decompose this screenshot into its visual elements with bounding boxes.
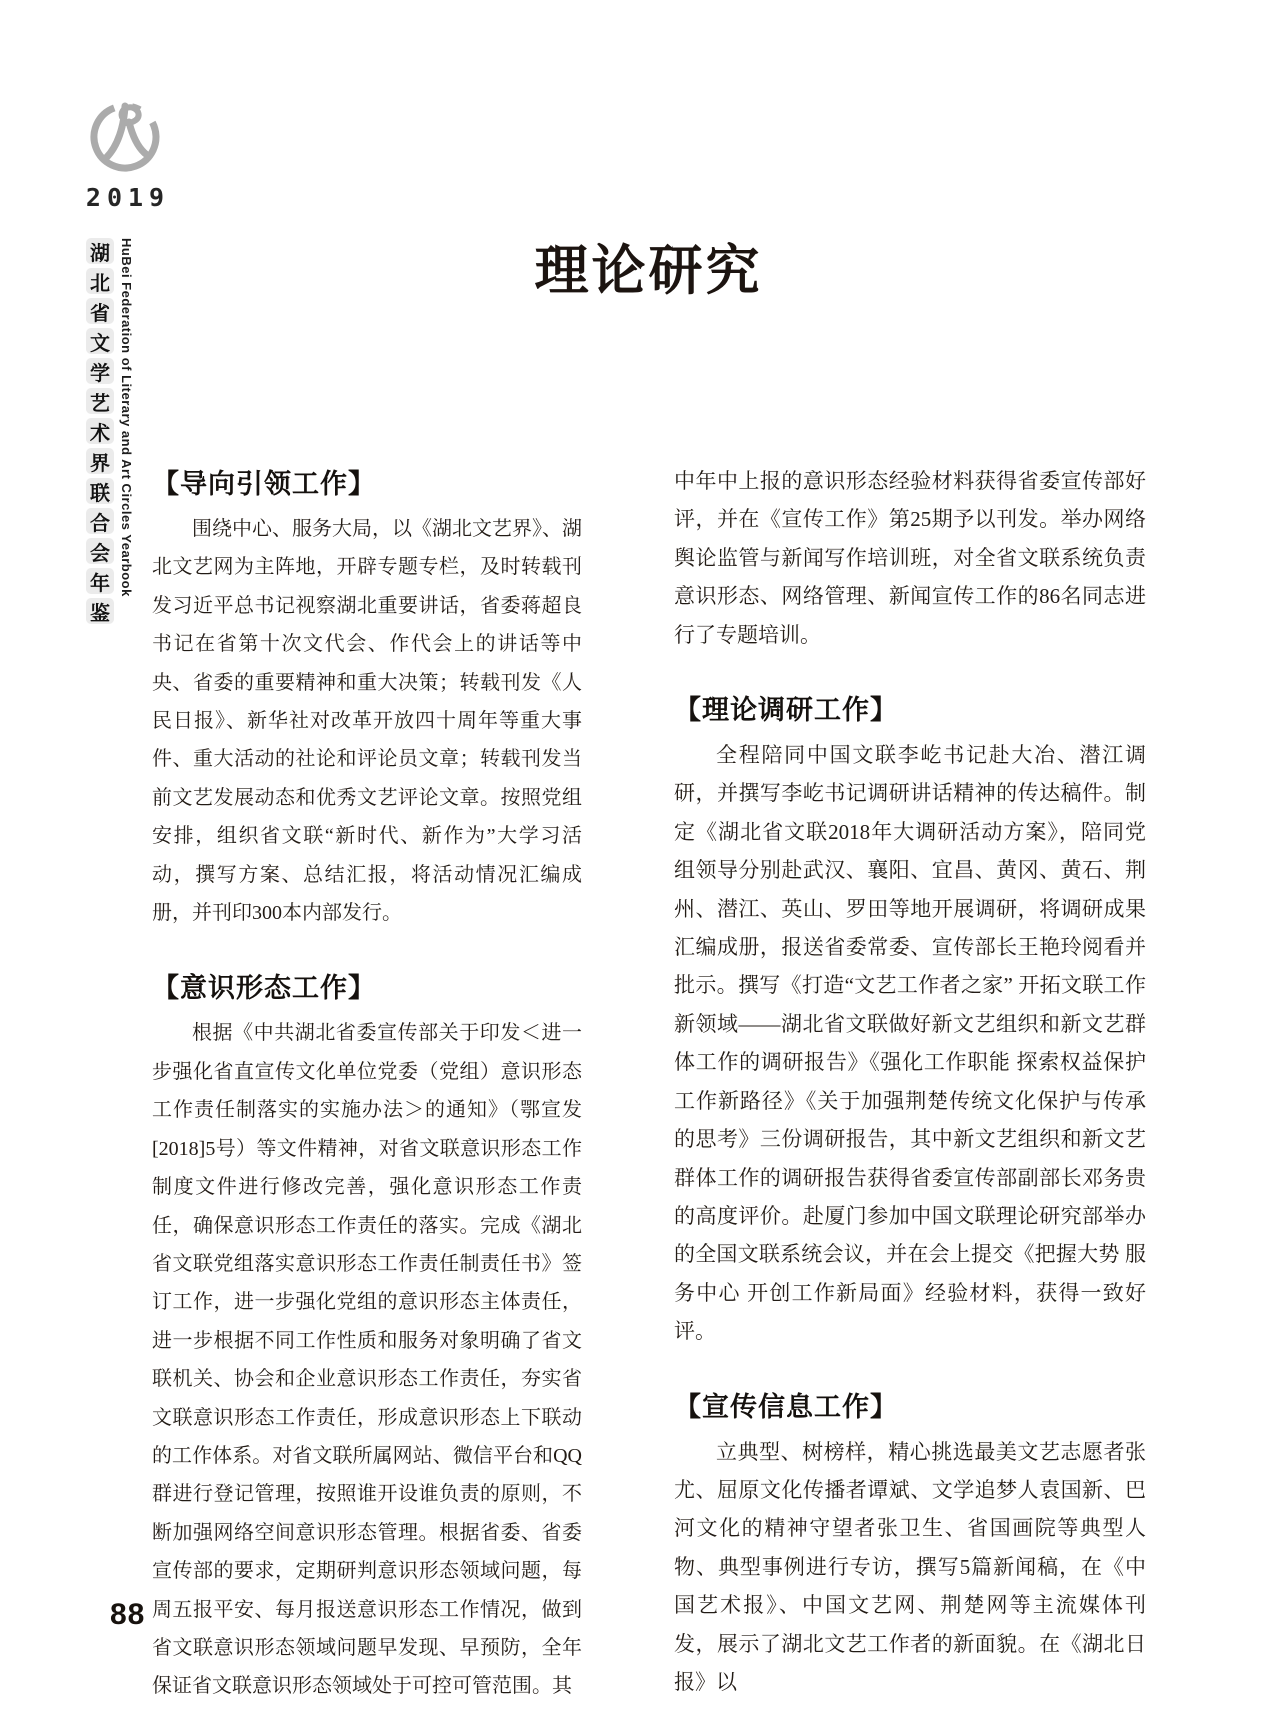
sidebar-char: 鉴	[86, 598, 114, 624]
section-heading-publicity-work: 【宣传信息工作】	[674, 1391, 898, 1422]
brand-year: 2019	[85, 183, 171, 212]
sidebar-char: 省	[86, 298, 114, 324]
federation-logo-icon	[82, 96, 168, 180]
page-number: 88	[110, 1598, 146, 1631]
section-heading-research-work: 【理论调研工作】	[674, 695, 898, 726]
sidebar	[86, 238, 134, 624]
sidebar-char: 联	[86, 478, 114, 504]
paragraph-ideology-continuation: 中年中上报的意识形态经验材料获得省委宣传部好评，并在《宣传工作》第25期予以刊发。举办网络舆论监管与新闻写作培训班，对全省文联系统负责意识形态、网络管理、新闻宣传工作的86名同志进行了专题培训。	[674, 469, 1146, 647]
sidebar-char: 会	[86, 538, 114, 564]
sidebar-char: 界	[86, 448, 114, 474]
sidebar-english-title: HuBei Federation of Literary and Art Circles Yearbook	[119, 238, 134, 597]
sidebar-char: 湖	[86, 238, 114, 264]
sidebar-char: 年	[86, 568, 114, 594]
left-column	[152, 462, 582, 1706]
paragraph-guidance-work: 围绕中心、服务大局，以《湖北文艺界》、湖北文艺网为主阵地，开辟专题专栏，及时转载刊发习近平总书记视察湖北重要讲话，省委蒋超良书记在省第十次文代会、作代会上的讲话等中央、省委的重要精神和重大决策；转载刊发《人民日报》、新华社对改革开放四十周年等重大事件、重大活动的社论和评论员文章；转载刊发当前文艺发展动态和优秀文艺评论文章。按照党组安排，组织省文联“新时代、新作为”大学习活动，撰写方案、总结汇报，将活动情况汇编成册，并刊印300本内部发行。	[152, 518, 582, 925]
right-column	[674, 462, 1146, 1701]
paragraph-publicity-work: 立典型、树榜样，精心挑选最美文艺志愿者张尤、屈原文化传播者谭斌、文学追梦人袁国新、巴河文化的精神守望者张卫生、省国画院等典型人物、典型事例进行专访，撰写5篇新闻稿，在《中国艺术报》、中国文艺网、荆楚网等主流媒体刊发，展示了湖北文艺工作者的新面貌。在《湖北日报》以	[674, 1439, 1146, 1694]
sidebar-chinese-title	[86, 238, 114, 624]
brand-block	[66, 96, 184, 212]
sidebar-char: 艺	[86, 388, 114, 414]
sidebar-char: 合	[86, 508, 114, 534]
paragraph-ideology-work: 根据《中共湖北省委宣传部关于印发＜进一步强化省直宣传文化单位党委（党组）意识形态工作责任制落实的实施办法＞的通知》（鄂宣发[2018]5号）等文件精神，对省文联意识形态工作制度文件进行修改完善，强化意识形态工作责任，确保意识形态工作责任的落实。完成《湖北省文联党组落实意识形态工作责任制责任书》签订工作，进一步强化党组的意识形态主体责任，进一步根据不同工作性质和服务对象明确了省文联机关、协会和企业意识形态工作责任，夯实省文联意识形态工作责任，形成意识形态上下联动的工作体系。对省文联所属网站、微信平台和QQ群进行登记管理，按照谁开设谁负责的原则，不断加强网络空间意识形态管理。根据省委、省委宣传部的要求，定期研判意识形态领域问题，每周五报平安、每月报送意识形态工作情况，做到省文联意识形态领域问题早发现、早预防，全年保证省文联意识形态领域处于可控可管范围。其	[152, 1022, 582, 1698]
sidebar-char: 北	[86, 268, 114, 294]
paragraph-research-work: 全程陪同中国文联李屹书记赴大冶、潜江调研，并撰写李屹书记调研讲话精神的传达稿件。制定《湖北省文联2018年大调研活动方案》，陪同党组领导分别赴武汉、襄阳、宜昌、黄冈、黄石、荆州、潜江、英山、罗田等地开展调研，将调研成果汇编成册，报送省委常委、宣传部长王艳玲阅看并批示。撰写《打造“文艺工作者之家” 开拓文联工作新领域——湖北省文联做好新文艺组织和新文艺群体工作的调研报告》《强化工作职能 探索权益保护工作新路径》《关于加强荆楚传统文化保护与传承的思考》三份调研报告，其中新文艺组织和新文艺群体工作的调研报告获得省委宣传部副部长邓务贵的高度评价。赴厦门参加中国文联理论研究部举办的全国文联系统会议，并在会上提交《把握大势 服务中心 开创工作新局面》经验材料，获得一致好评。	[674, 743, 1146, 1344]
page-title: 理论研究	[534, 241, 763, 301]
sidebar-char: 术	[86, 418, 114, 444]
section-heading-ideology-work: 【意识形态工作】	[152, 973, 376, 1004]
section-heading-guidance-work: 【导向引领工作】	[152, 469, 376, 499]
sidebar-char: 文	[86, 328, 114, 354]
sidebar-char: 学	[86, 358, 114, 384]
